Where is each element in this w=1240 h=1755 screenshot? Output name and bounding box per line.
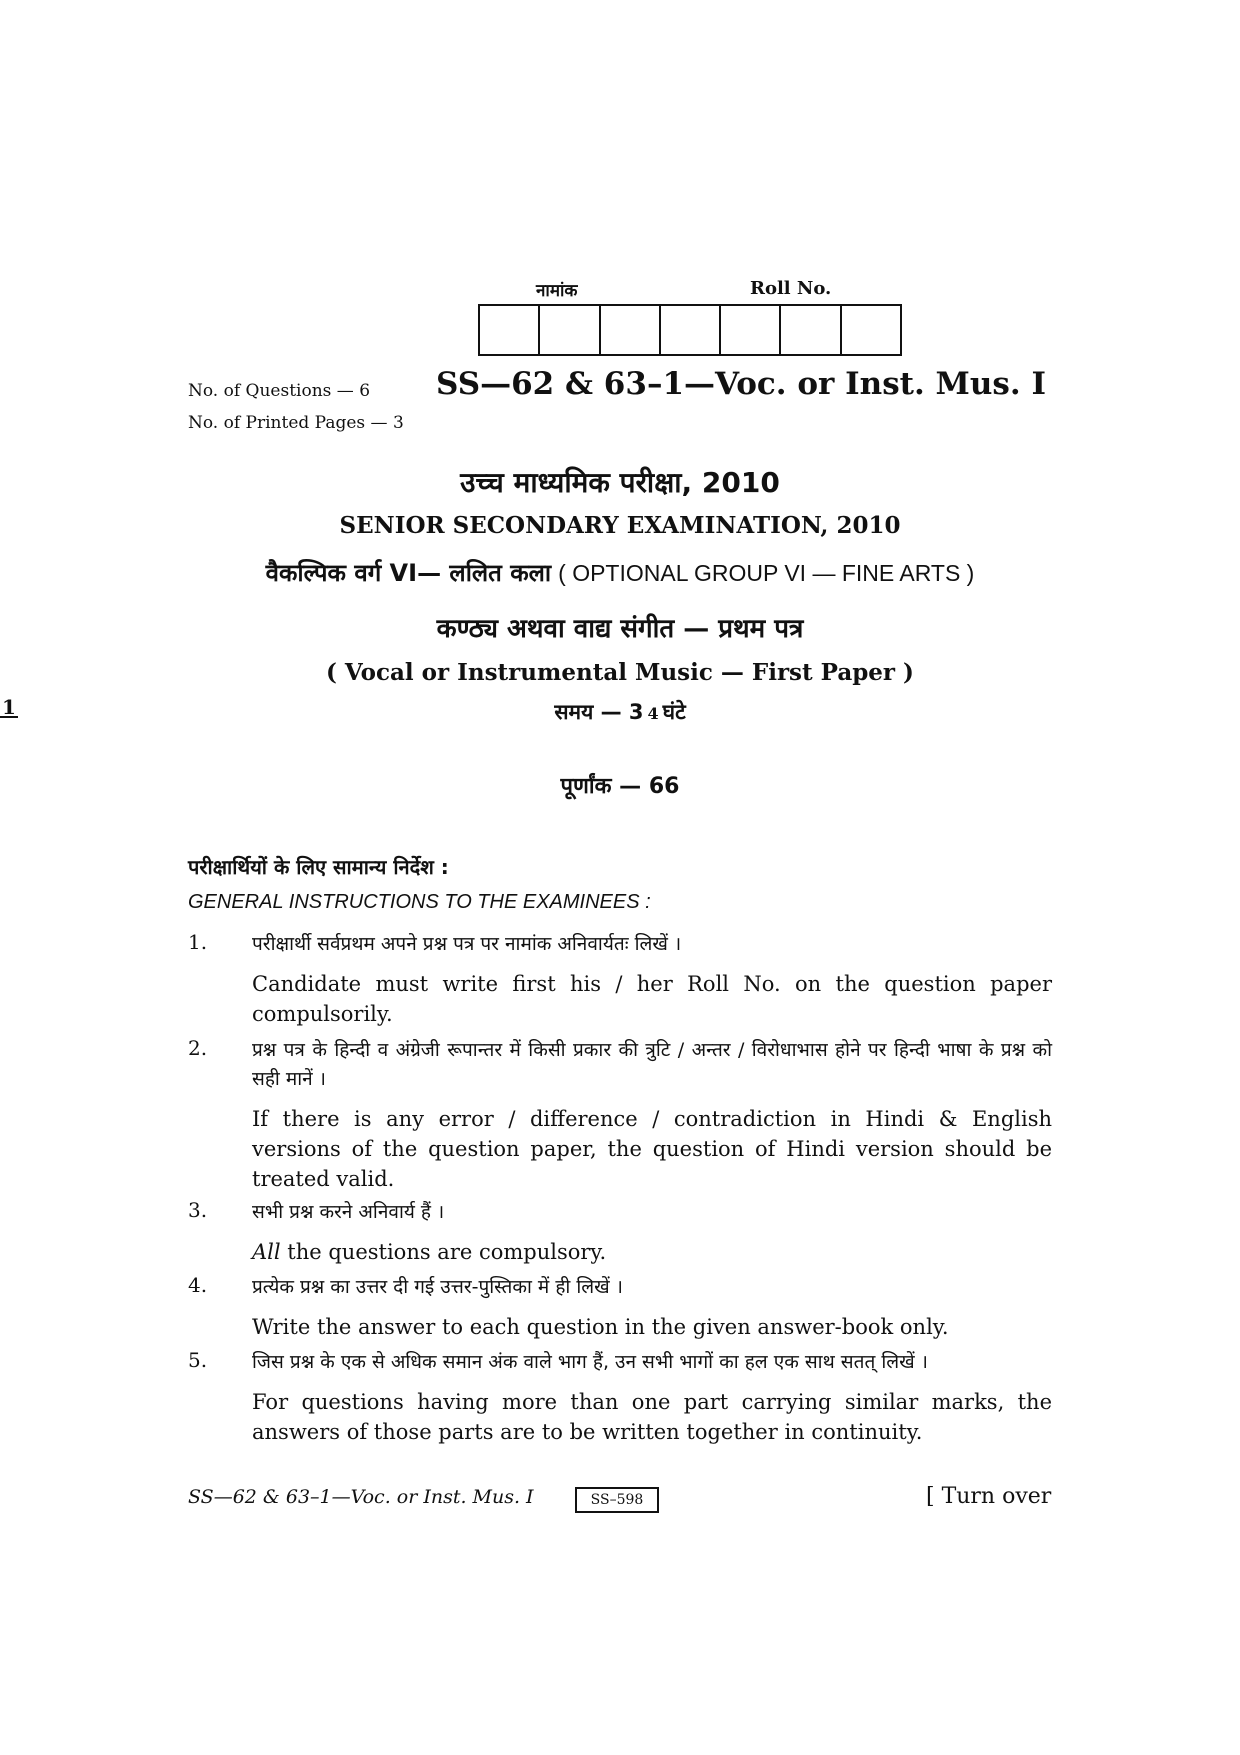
optional-group: [0, 556, 1240, 589]
item-hindi: जिस प्रश्न के एक से अधिक समान अंक वाले भाग हैं, उन सभी भागों का हल एक साथ सतत् लिखें ।: [252, 1351, 928, 1373]
maximum-marks: पूर्णांक — 66: [560, 774, 680, 799]
instructions-heading-hindi: परीक्षार्थियों के लिए सामान्य निर्देश :: [188, 855, 449, 879]
roll-box[interactable]: [781, 306, 841, 354]
time-suffix: घंटे: [662, 700, 686, 724]
item-english: For questions having more than one part carrying similar marks, the answers of those parts are to be written together in continuity.: [252, 1390, 1052, 1444]
item-hindi: प्रत्येक प्रश्न का उत्तर दी गई उत्तर-पुस्तिका में ही लिखें ।: [252, 1276, 623, 1298]
item-hindi: परीक्षार्थी सर्वप्रथम अपने प्रश्न पत्र पर नामांक अनिवार्यतः लिखें ।: [252, 933, 682, 955]
fraction-denominator: 4: [647, 703, 659, 723]
roll-label-hindi: नामांक: [536, 281, 578, 301]
roll-box[interactable]: [601, 306, 661, 354]
item-hindi: सभी प्रश्न करने अनिवार्य हैं ।: [252, 1201, 445, 1223]
roll-number-boxes: [478, 304, 902, 356]
instruction-item: [188, 1348, 1052, 1447]
turn-over: [ Turn over: [926, 1484, 1052, 1509]
fraction-numerator: 1: [2, 695, 16, 719]
item-english: the questions are compulsory.: [280, 1240, 607, 1264]
item-number: 2.: [188, 1036, 208, 1060]
instructions-heading-english: GENERAL INSTRUCTIONS TO THE EXAMINEES :: [188, 891, 651, 913]
time-allowed: [0, 695, 1240, 726]
item-number: 4.: [188, 1273, 208, 1297]
roll-box[interactable]: [842, 306, 900, 354]
instruction-item: [188, 1036, 1052, 1194]
footer-paper-code: SS—62 & 63–1—Voc. or Inst. Mus. I: [188, 1486, 534, 1508]
footer-paper-id: SS–598: [575, 1487, 659, 1513]
item-english: Write the answer to each question in the given answer-book only.: [252, 1315, 949, 1339]
item-number: 5.: [188, 1348, 208, 1372]
instruction-item: [188, 1273, 1052, 1342]
item-number: 1.: [188, 930, 208, 954]
roll-box[interactable]: [540, 306, 600, 354]
item-english-emphasis: All: [252, 1240, 281, 1264]
roll-label-english: Roll No.: [750, 278, 832, 299]
item-english-line: [252, 1237, 1052, 1267]
group-english: ( OPTIONAL GROUP VI — FINE ARTS ): [558, 560, 975, 586]
roll-box[interactable]: [721, 306, 781, 354]
exam-title-english: SENIOR SECONDARY EXAMINATION, 2010: [339, 512, 901, 539]
subject-title-hindi: कण्ठ्य अथवा वाद्य संगीत — प्रथम पत्र: [436, 614, 804, 644]
time-prefix: समय — 3: [554, 700, 644, 724]
roll-box[interactable]: [661, 306, 721, 354]
item-english: If there is any error / difference / contradiction in Hindi & English versions of the question paper, the question of Hindi version should be treated valid.: [252, 1107, 1052, 1191]
subject-title-english: ( Vocal or Instrumental Music — First Paper ): [326, 659, 914, 686]
roll-box[interactable]: [480, 306, 540, 354]
exam-title-hindi: उच्च माध्यमिक परीक्षा, 2010: [460, 466, 780, 499]
paper-code: SS—62 & 63–1—Voc. or Inst. Mus. I: [436, 366, 1046, 402]
item-number: 3.: [188, 1198, 208, 1222]
item-english: Candidate must write first his / her Roll No. on the question paper compulsorily.: [252, 972, 1052, 1026]
group-hindi: वैकल्पिक वर्ग VI— ललित कला: [265, 559, 552, 587]
number-of-printed-pages: No. of Printed Pages — 3: [188, 413, 404, 433]
instruction-item: [188, 930, 1052, 1029]
item-hindi: प्रश्न पत्र के हिन्दी व अंग्रेजी रूपान्तर में किसी प्रकार की त्रुटि / अन्तर / विरोधाभास होने पर हिन्दी भाषा के प्रश्न को सही मानें ।: [252, 1039, 1052, 1090]
roll-number-labels: [478, 278, 903, 302]
number-of-questions: No. of Questions — 6: [188, 381, 371, 401]
instruction-item: [188, 1198, 1052, 1267]
